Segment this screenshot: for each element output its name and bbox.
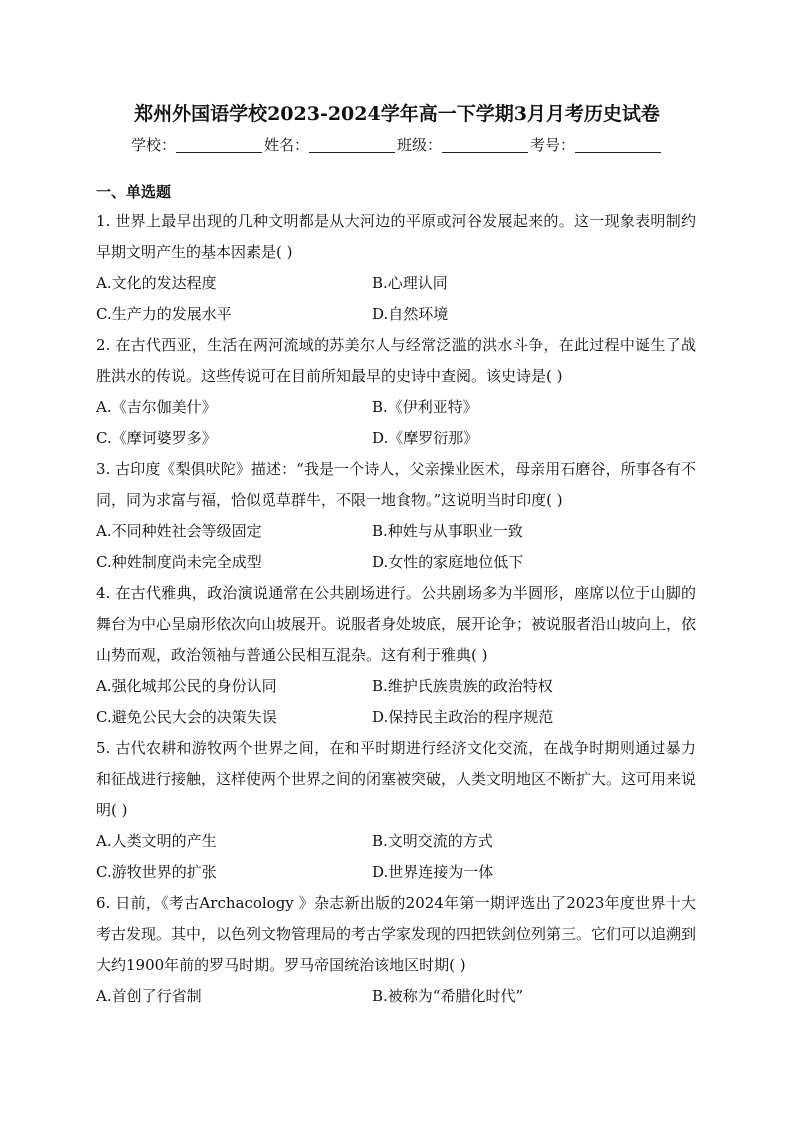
option-a: A.首创了行省制 bbox=[96, 987, 202, 1005]
question-6: 6. 日前，《考古Archacology 》杂志新出版的2024年第一期评选出了2023年度世界十大考古发现。其中，以色列文物管理局的考古学家发现的四把铁剑位列第三。它们可以追溯到大约1900年前的罗马时期。罗马帝国统治该地区时期( ) bbox=[96, 894, 697, 974]
option-d: D.女性的家庭地位低下 bbox=[372, 553, 524, 571]
exam-no-field bbox=[530, 132, 663, 158]
name-field bbox=[264, 132, 397, 158]
class-label: 班级： bbox=[397, 136, 443, 154]
school-label: 学校： bbox=[130, 136, 176, 154]
option-c: C.种姓制度尚未完全成型 bbox=[96, 553, 262, 571]
option-c: C.《摩诃婆罗多》 bbox=[96, 429, 217, 447]
option-a: A.强化城邦公民的身份认同 bbox=[96, 677, 277, 695]
exam-content bbox=[96, 178, 696, 1012]
option-b: B.文明交流的方式 bbox=[372, 832, 493, 850]
option-a: A.不同种姓社会等级固定 bbox=[96, 522, 262, 540]
option-c: C.避免公民大会的决策失误 bbox=[96, 708, 277, 726]
option-a: A.《吉尔伽美什》 bbox=[96, 398, 217, 416]
option-c: C.生产力的发展水平 bbox=[96, 305, 232, 323]
question-3: 3. 古印度《梨俱吠陀》描述：“我是一个诗人，父亲操业医术，母亲用石磨谷，所事各有不同，同为求富与福，恰似觅草群牛，不限一地食物。”这说明当时印度( ) bbox=[96, 460, 696, 509]
section-heading: 一、单选题 bbox=[96, 183, 172, 201]
name-blank[interactable] bbox=[309, 134, 395, 153]
school-field bbox=[131, 132, 264, 158]
school-blank[interactable] bbox=[176, 134, 262, 153]
question-3-options bbox=[96, 516, 696, 578]
option-d: D.《摩罗衍那》 bbox=[372, 429, 479, 447]
option-b: B.维护氏族贵族的政治特权 bbox=[372, 677, 553, 695]
question-1: 1. 世界上最早出现的几种文明都是从大河边的平原或河谷发展起来的。这一现象表明制约早期文明产生的基本因素是( ) bbox=[96, 212, 696, 261]
option-a: A.人类文明的产生 bbox=[96, 832, 217, 850]
exam-no-blank[interactable] bbox=[575, 134, 661, 153]
exam-no-label: 考号： bbox=[530, 136, 576, 154]
question-1-options bbox=[96, 268, 696, 330]
question-5: 5. 古代农耕和游牧两个世界之间，在和平时期进行经济文化交流，在战争时期则通过暴力和征战进行接触，这样使两个世界之间的闭塞被突破，人类文明地区不断扩大。这可用来说明( ) bbox=[96, 739, 697, 819]
option-d: D.保持民主政治的程序规范 bbox=[372, 708, 554, 726]
option-c: C.游牧世界的扩张 bbox=[96, 863, 217, 881]
student-info-row bbox=[0, 132, 794, 158]
question-4: 4. 在古代雅典，政治演说通常在公共剧场进行。公共剧场多为半圆形，座席以位于山脚的舞台为中心呈扇形依次向山坡展开。说服者身处坡底，展开论争；被说服者沿山坡向上，依山势而观，政治领袖与普通公民相互混杂。这有利于雅典( ) bbox=[96, 584, 697, 664]
question-2: 2. 在古代西亚，生活在两河流域的苏美尔人与经常泛滥的洪水斗争，在此过程中诞生了战胜洪水的传说。这些传说可在目前所知最早的史诗中查阅。该史诗是( ) bbox=[96, 336, 696, 385]
class-field bbox=[397, 132, 530, 158]
option-b: B.被称为“希腊化时代” bbox=[372, 987, 524, 1005]
option-a: A.文化的发达程度 bbox=[96, 274, 217, 292]
question-2-options bbox=[96, 392, 696, 454]
question-6-options bbox=[96, 981, 696, 1012]
name-label: 姓名： bbox=[263, 136, 309, 154]
option-b: B.种姓与从事职业一致 bbox=[372, 522, 523, 540]
option-d: D.世界连接为一体 bbox=[372, 863, 494, 881]
question-5-options bbox=[96, 826, 696, 888]
class-blank[interactable] bbox=[442, 134, 528, 153]
option-b: B.《伊利亚特》 bbox=[372, 398, 478, 416]
question-4-options bbox=[96, 671, 696, 733]
option-d: D.自然环境 bbox=[372, 305, 449, 323]
page-title: 郑州外国语学校2023-2024学年高一下学期3月月考历史试卷 bbox=[134, 103, 660, 125]
option-b: B.心理认同 bbox=[372, 274, 448, 292]
